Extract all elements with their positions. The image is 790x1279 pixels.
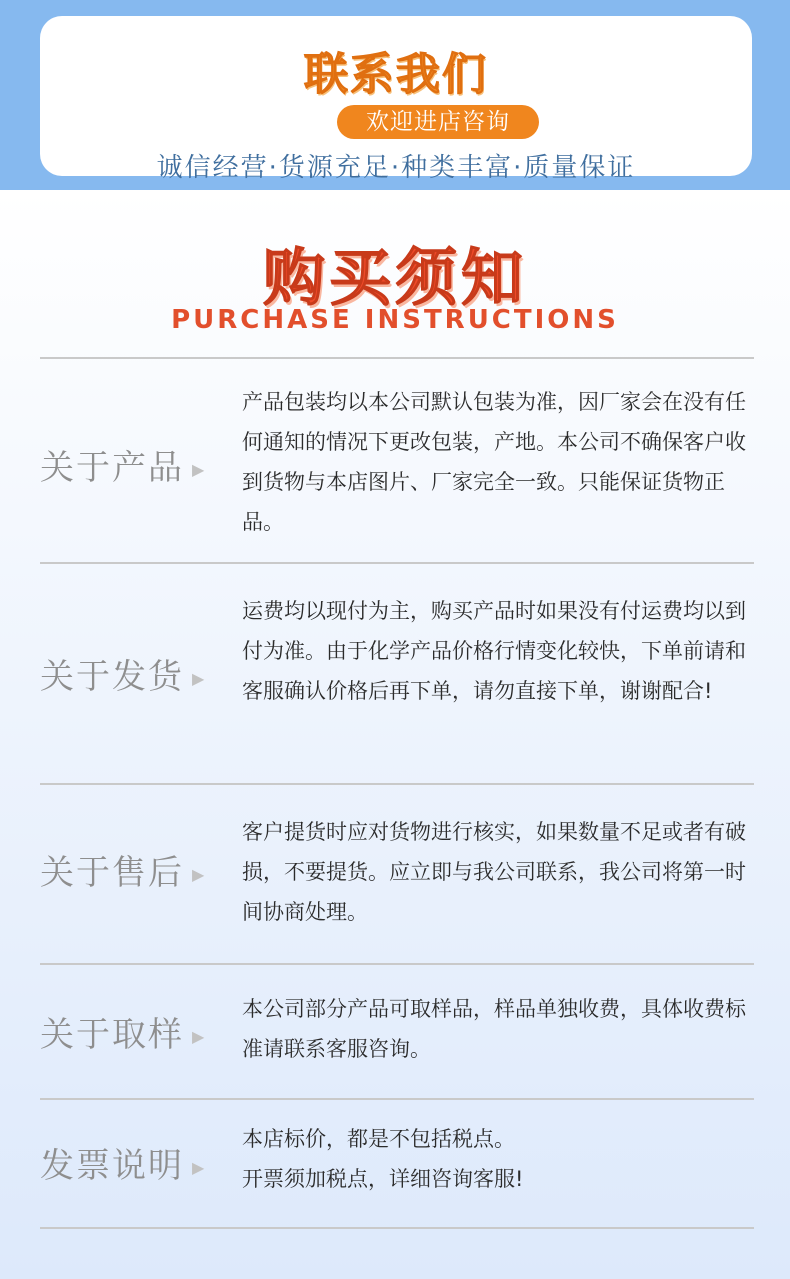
section-label-shipping [40, 649, 230, 698]
triangle-right-icon: ▶ [192, 1027, 207, 1046]
divider [40, 783, 754, 785]
divider [40, 963, 754, 965]
section-label-product [40, 440, 230, 489]
divider [40, 1098, 754, 1100]
triangle-right-icon: ▶ [192, 865, 207, 884]
divider [40, 1227, 754, 1229]
triangle-right-icon: ▶ [192, 460, 207, 479]
section-text-sample: 本公司部分产品可取样品，样品单独收费，具体收费标准请联系客服咨询。 [242, 997, 746, 1061]
invoice-line: 开票须加税点，详细咨询客服! [242, 1167, 524, 1191]
contact-card [40, 16, 752, 183]
contact-title: 联系我们 [304, 49, 488, 100]
invoice-line: 本店标价，都是不包括税点。 [242, 1127, 515, 1151]
divider [40, 357, 754, 359]
section-label-text: 关于售后 [40, 853, 184, 893]
section-label-invoice [40, 1138, 230, 1187]
section-label-text: 关于产品 [40, 448, 184, 488]
section-label-text: 关于取样 [40, 1015, 184, 1055]
section-label-sample [40, 1007, 230, 1056]
triangle-right-icon: ▶ [192, 1158, 207, 1177]
section-label-text: 发票说明 [40, 1146, 184, 1186]
divider [40, 562, 754, 564]
purchase-title: 购买须知 [262, 241, 527, 314]
section-text-invoice [242, 1119, 754, 1199]
section-label-text: 关于发货 [40, 657, 184, 697]
purchase-subtitle: PURCHASE INSTRUCTIONS [171, 305, 619, 335]
triangle-right-icon: ▶ [192, 669, 207, 688]
slogan-text: 诚信经营·货源充足·种类丰富·质量保证 [156, 153, 636, 183]
welcome-badge[interactable]: 欢迎进店咨询 [337, 105, 539, 139]
section-text-shipping: 运费均以现付为主，购买产品时如果没有付运费均以到付为准。由于化学产品价格行情变化较快，下单前请和客服确认价格后再下单，请勿直接下单，谢谢配合! [242, 599, 746, 703]
section-label-aftersales [40, 845, 230, 894]
section-text-product: 产品包装均以本公司默认包装为准，因厂家会在没有任何通知的情况下更改包装，产地。本公司不确保客户收到货物与本店图片、厂家完全一致。只能保证货物正品。 [242, 390, 746, 534]
section-text-aftersales: 客户提货时应对货物进行核实，如果数量不足或者有破损，不要提货。应立即与我公司联系，我公司将第一时间协商处理。 [242, 820, 746, 924]
